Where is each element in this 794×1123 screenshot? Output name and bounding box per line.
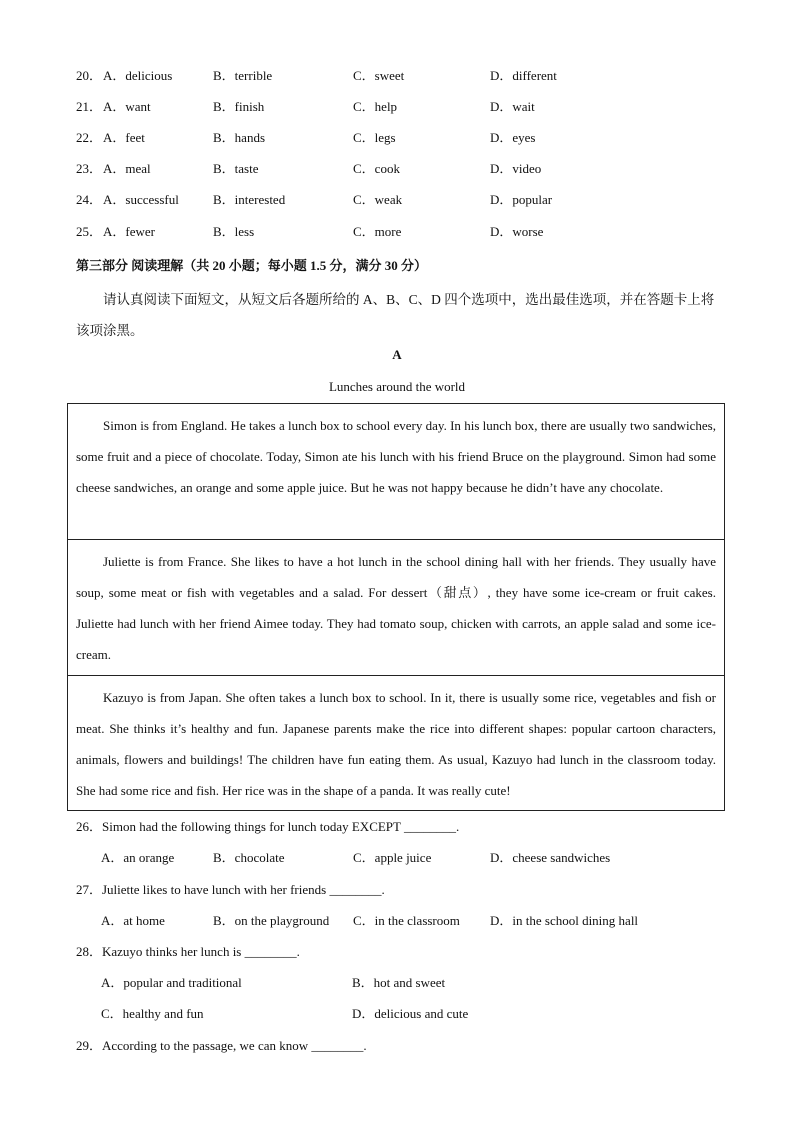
option-a: A．meal [103,161,151,176]
question-26-option-c: C．apple juice [353,850,432,865]
option-b: B．hands [213,130,266,145]
question-26-stem: 26．Simon had the following things for lunch today EXCEPT ________. [76,819,460,834]
question-number: 24． [76,192,103,207]
question-28-option-b: B．hot and sweet [352,975,446,990]
option-a: A．successful [103,192,179,207]
question-26-option-a: A．an orange [101,850,175,865]
question-28-option-a: A．popular and traditional [101,975,242,990]
option-b: B．finish [213,99,265,114]
question-number: 25． [76,224,103,239]
option-c: C．help [353,99,398,114]
option-c: C．legs [353,130,396,145]
option-a: A．want [103,99,151,114]
question-number: 22． [76,130,103,145]
passage-paragraph: Simon is from England. He takes a lunch box to school every day. In his lunch box, there are usually two sandwiches, some fruit and a piece of chocolate. Today, Simon ate his lunch with his friend Bruce on the playground. Simon had some cheese sandwiches, an orange and some apple juice. But he was not happy because he didn’t have any chocolate. [76,418,716,495]
passage-paragraph: Juliette is from France. She likes to have a hot lunch in the school dining hall with her friends. They usually have soup, some meat or fish with vegetables and a salad. For dessert（甜点）, they have some ice-cream or fruit cakes. Juliette had lunch with her friend Aimee today. They had tomato soup, chicken with carrots, an apple salad and some ice-cream. [76,554,716,662]
option-c: C．sweet [353,68,405,83]
passage-paragraph: Kazuyo is from Japan. She often takes a lunch box to school. In it, there is usually some rice, vegetables and fish or meat. She thinks it’s healthy and fun. Japanese parents make the rice into different shapes: popular cartoon characters, animals, flowers and buildings! The children have fun eating them. As usual, Kazuyo had lunch in the classroom today. She had some rice and fish. Her rice was in the shape of a panda. It was really cute! [76,690,716,798]
option-b: B．terrible [213,68,273,83]
question-number: 20． [76,68,103,83]
option-d: D．wait [490,99,535,114]
option-a: A．fewer [103,224,155,239]
question-number: 21． [76,99,103,114]
option-b: B．taste [213,161,259,176]
question-28-option-c: C．healthy and fun [101,1006,204,1021]
option-a: A．delicious [103,68,173,83]
option-d: D．worse [490,224,544,239]
option-c: C．weak [353,192,403,207]
section-instruction: 请认真阅读下面短文，从短文后各题所给的 A、B、C、D 四个选项中，选出最佳选项，并在答题卡上将该项涂黑。 [76,292,715,338]
passage-box-kazuyo [67,675,725,811]
question-number: 23． [76,161,103,176]
option-d: D．eyes [490,130,536,145]
question-28-stem: 28．Kazuyo thinks her lunch is ________. [76,944,300,959]
question-27-option-c: C．in the classroom [353,913,460,928]
question-28-option-d: D．delicious and cute [352,1006,469,1021]
passage-letter: A [392,347,402,362]
passage-box-simon [67,403,725,540]
option-d: D．different [490,68,557,83]
question-27-option-a: A．at home [101,913,165,928]
option-c: C．more [353,224,402,239]
question-27-stem: 27．Juliette likes to have lunch with her friends ________. [76,882,385,897]
section-heading: 第三部分 阅读理解（共 20 小题；每小题 1.5 分，满分 30 分） [76,258,428,273]
passage-box-juliette [67,539,725,676]
option-b: B．interested [213,192,286,207]
question-27-option-b: B．on the playground [213,913,330,928]
option-d: D．video [490,161,542,176]
passage-title: Lunches around the world [328,379,466,394]
question-27-option-d: D．in the school dining hall [490,913,639,928]
question-26-option-d: D．cheese sandwiches [490,850,611,865]
option-a: A．feet [103,130,145,145]
question-26-option-b: B．chocolate [213,850,285,865]
option-d: D．popular [490,192,553,207]
option-b: B．less [213,224,255,239]
option-c: C．cook [353,161,400,176]
question-29-stem: 29．According to the passage, we can know ________. [76,1038,367,1053]
